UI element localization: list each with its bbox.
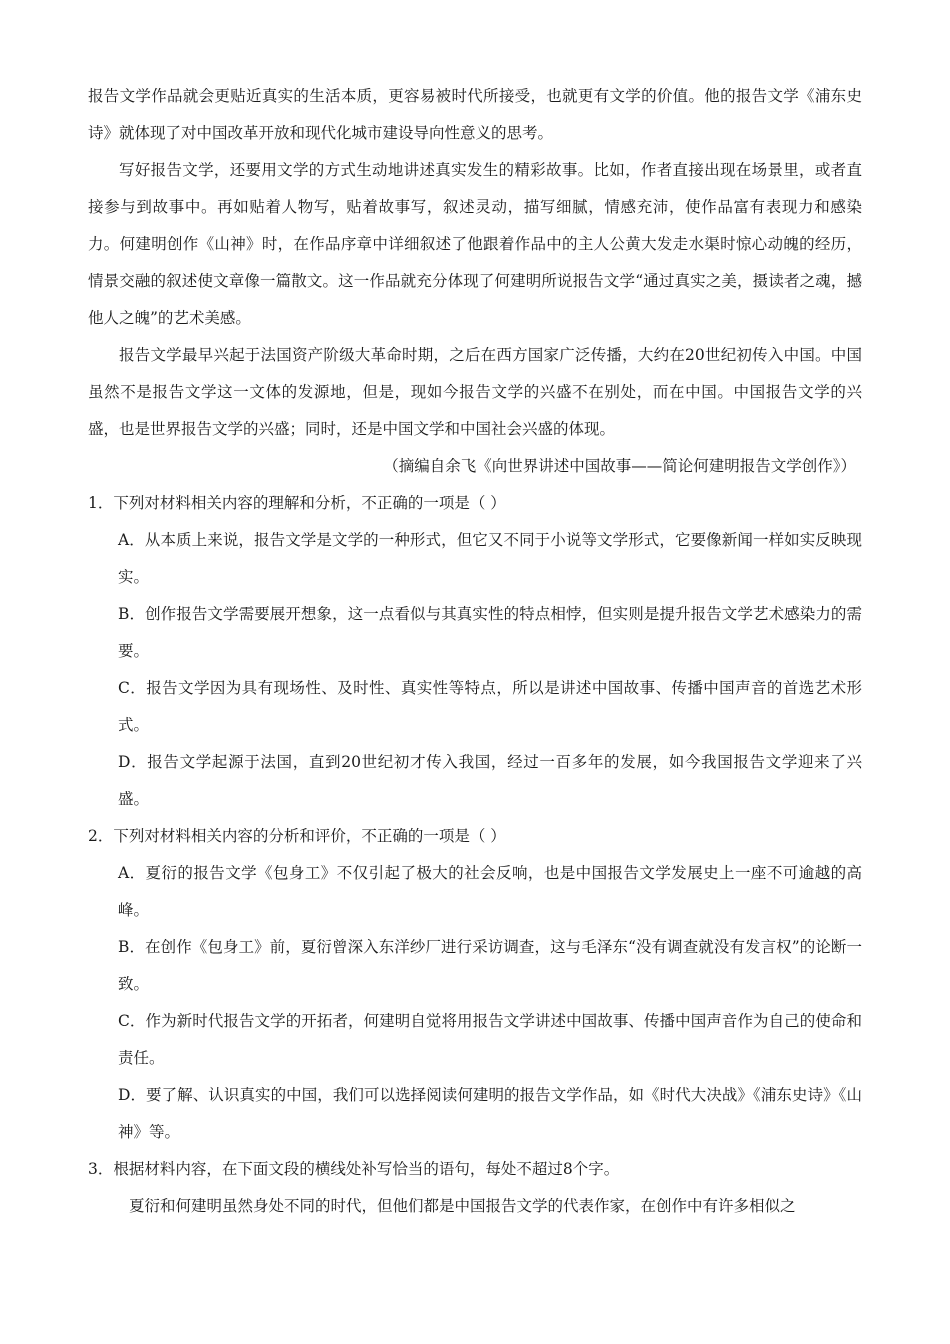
question-1-option-b: B．创作报告文学需要展开想象，这一点看似与其真实性的特点相悖，但实则是提升报告文学艺术感染力的需要。 <box>118 605 862 660</box>
question-1-stem: 1．下列对材料相关内容的理解和分析，不正确的一项是（ ） <box>88 494 506 512</box>
question-3-text: 夏衍和何建明虽然身处不同的时代，但他们都是中国报告文学的代表作家，在创作中有许多相似之 <box>129 1197 796 1215</box>
question-2-option-c: C．作为新时代报告文学的开拓者，何建明自觉将用报告文学讲述中国故事、传播中国声音作为自己的使命和责任。 <box>118 1012 862 1067</box>
question-2-stem: 2．下列对材料相关内容的分析和评价，不正确的一项是（ ） <box>88 827 506 845</box>
passage-paragraph-2: 写好报告文学，还要用文学的方式生动地讲述真实发生的精彩故事。比如，作者直接出现在场景里，或者直接参与到故事中。再如贴着人物写，贴着故事写，叙述灵动，描写细腻，情感充沛，使作品富有表现力和感染力。何建明创作《山神》时，在作品序章中详细叙述了他跟着作品中的主人公黄大发走水渠时惊心动魄的经历，情景交融的叙述使文章像一篇散文。这一作品就充分体现了何建明所说报告文学“通过真实之美，摄读者之魂，撼他人之魄”的艺术美感。 <box>88 161 862 327</box>
passage-source: （摘编自余飞《向世界讲述中国故事——简论何建明报告文学创作》） <box>383 457 856 475</box>
question-2-option-b: B．在创作《包身工》前，夏衍曾深入东洋纱厂进行采访调查，这与毛泽东“没有调查就没有发言权”的论断一致。 <box>118 938 862 993</box>
passage-paragraph-3: 报告文学最早兴起于法国资产阶级大革命时期，之后在西方国家广泛传播，大约在20世纪初传入中国。中国虽然不是报告文学这一文体的发源地，但是，现如今报告文学的兴盛不在别处，而在中国。中国报告文学的兴盛，也是世界报告文学的兴盛；同时，还是中国文学和中国社会兴盛的体现。 <box>88 346 862 438</box>
passage-paragraph-1: 报告文学作品就会更贴近真实的生活本质，更容易被时代所接受，也就更有文学的价值。他的报告文学《浦东史诗》就体现了对中国改革开放和现代化城市建设导向性意义的思考。 <box>88 87 862 142</box>
question-1-option-a: A．从本质上来说，报告文学是文学的一种形式，但它又不同于小说等文学形式，它要像新闻一样如实反映现实。 <box>118 531 862 586</box>
question-3-stem: 3．根据材料内容，在下面文段的横线处补写恰当的语句，每处不超过8个字。 <box>88 1160 620 1178</box>
question-2-option-a: A．夏衍的报告文学《包身工》不仅引起了极大的社会反响，也是中国报告文学发展史上一座不可逾越的高峰。 <box>118 864 862 919</box>
question-2-option-d: D．要了解、认识真实的中国，我们可以选择阅读何建明的报告文学作品，如《时代大决战》《浦东史诗》《山神》等。 <box>118 1086 862 1141</box>
question-1-option-d: D．报告文学起源于法国，直到20世纪初才传入我国，经过一百多年的发展，如今我国报告文学迎来了兴盛。 <box>118 753 862 808</box>
question-1-option-c: C．报告文学因为具有现场性、及时性、真实性等特点，所以是讲述中国故事、传播中国声音的首选艺术形式。 <box>118 679 862 734</box>
